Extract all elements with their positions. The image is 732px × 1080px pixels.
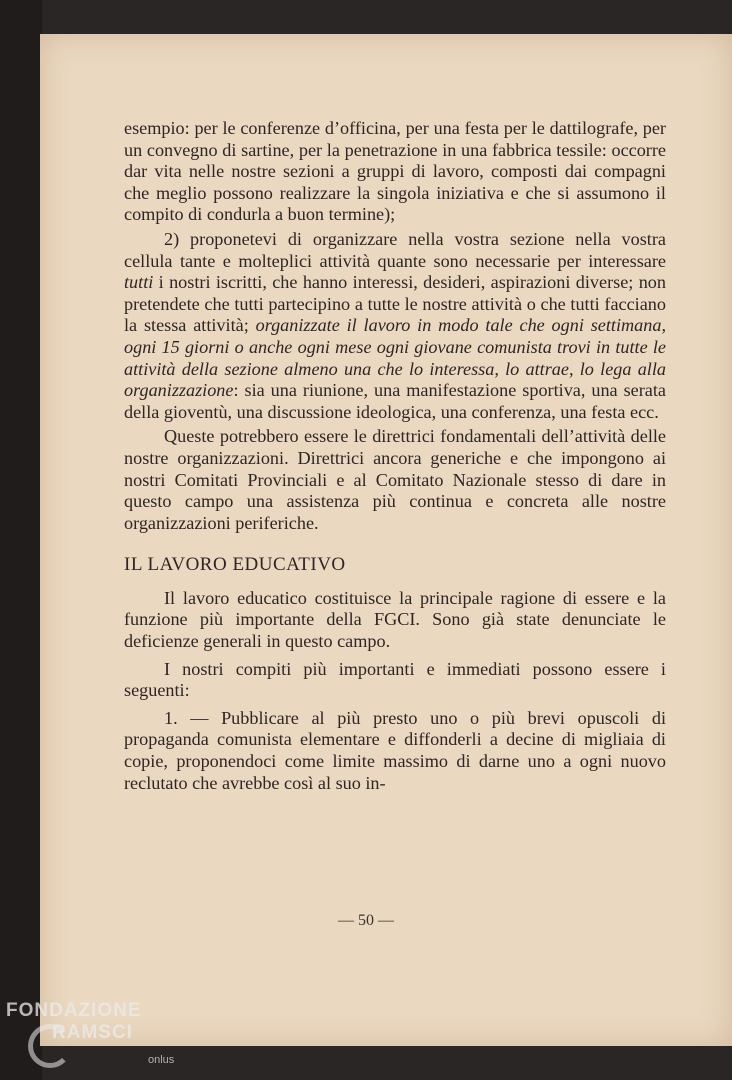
paragraph-item-1: 1. — Pubblicare al più presto uno o più brevi opuscoli di propaganda comunista elementare e diffonderli a decine di migliaia di copie, proponendoci come limite massimo di darne uno a ogni nuovo reclutato che avrebbe così al suo in- xyxy=(124,707,666,793)
watermark-suffix: onlus xyxy=(148,1054,175,1066)
paragraph-direttrici: Queste potrebbero essere le direttrici fondamentali dell’attività delle nostre organizzazioni. Direttrici ancora generiche e che impongono ai nostri Comitati Provinciali e al Comitato Nazionale stesso di dare in questo campo una assistenza più continua e concreta alle nostre organizzazioni periferiche. xyxy=(124,426,666,533)
watermark-line-2: RAMSCI xyxy=(52,1022,133,1043)
watermark-line-1: FONDAZIONE xyxy=(6,1000,142,1021)
paragraph-point-2 xyxy=(124,229,666,423)
section-heading: IL LAVORO EDUCATIVO xyxy=(124,554,346,576)
paragraph-lavoro-educativo: Il lavoro educatico costituisce la principale ragione di essere e la funzione più importante della FGCI. Sono già state denunciate le deficienze generali in questo campo. xyxy=(124,587,666,652)
archive-watermark xyxy=(6,1000,142,1044)
point2-text-b: i nostri iscritti, che hanno interessi, desideri, aspirazioni diverse; non pretendete che tutti partecipino a tutte le nostre attività o che tutti facciano la stessa attività; xyxy=(124,272,666,336)
paragraph-compiti: I nostri compiti più importanti e immediati possono essere i seguenti: xyxy=(124,658,666,701)
point2-italic-passage: organizzate il lavoro in modo tale che ogni settimana, ogni 15 giorni o anche ogni mese ogni giovane comunista trovi in tutte le attività della sezione almeno una che lo interessa, lo attrae, lo lega alla organizzazione xyxy=(124,315,666,401)
point2-emphasis-tutti: tutti xyxy=(124,272,154,293)
page-body xyxy=(124,118,666,794)
page-number: — 50 — xyxy=(338,912,394,929)
paragraph-continuation: esempio: per le conferenze d’officina, per una festa per le dattilografe, per un convegno di sartine, per la penetrazione in una fabbrica tessile: occorre dar vita nelle nostre sezioni a gruppi di lavoro, composti dai compagni che meglio possono realizzare la singola iniziativa e che si assumono il compito di condurla a buon termine); xyxy=(124,118,666,225)
point2-text-a: 2) proponetevi di organizzare nella vostra sezione nella vostra cellula tante e molteplici attività quante sono necessarie per interessare xyxy=(124,228,666,271)
point2-text-c: : sia una riunione, una manifestazione sportiva, una serata della gioventù, una discussione ideologica, una conferenza, una festa ecc. xyxy=(124,380,666,422)
